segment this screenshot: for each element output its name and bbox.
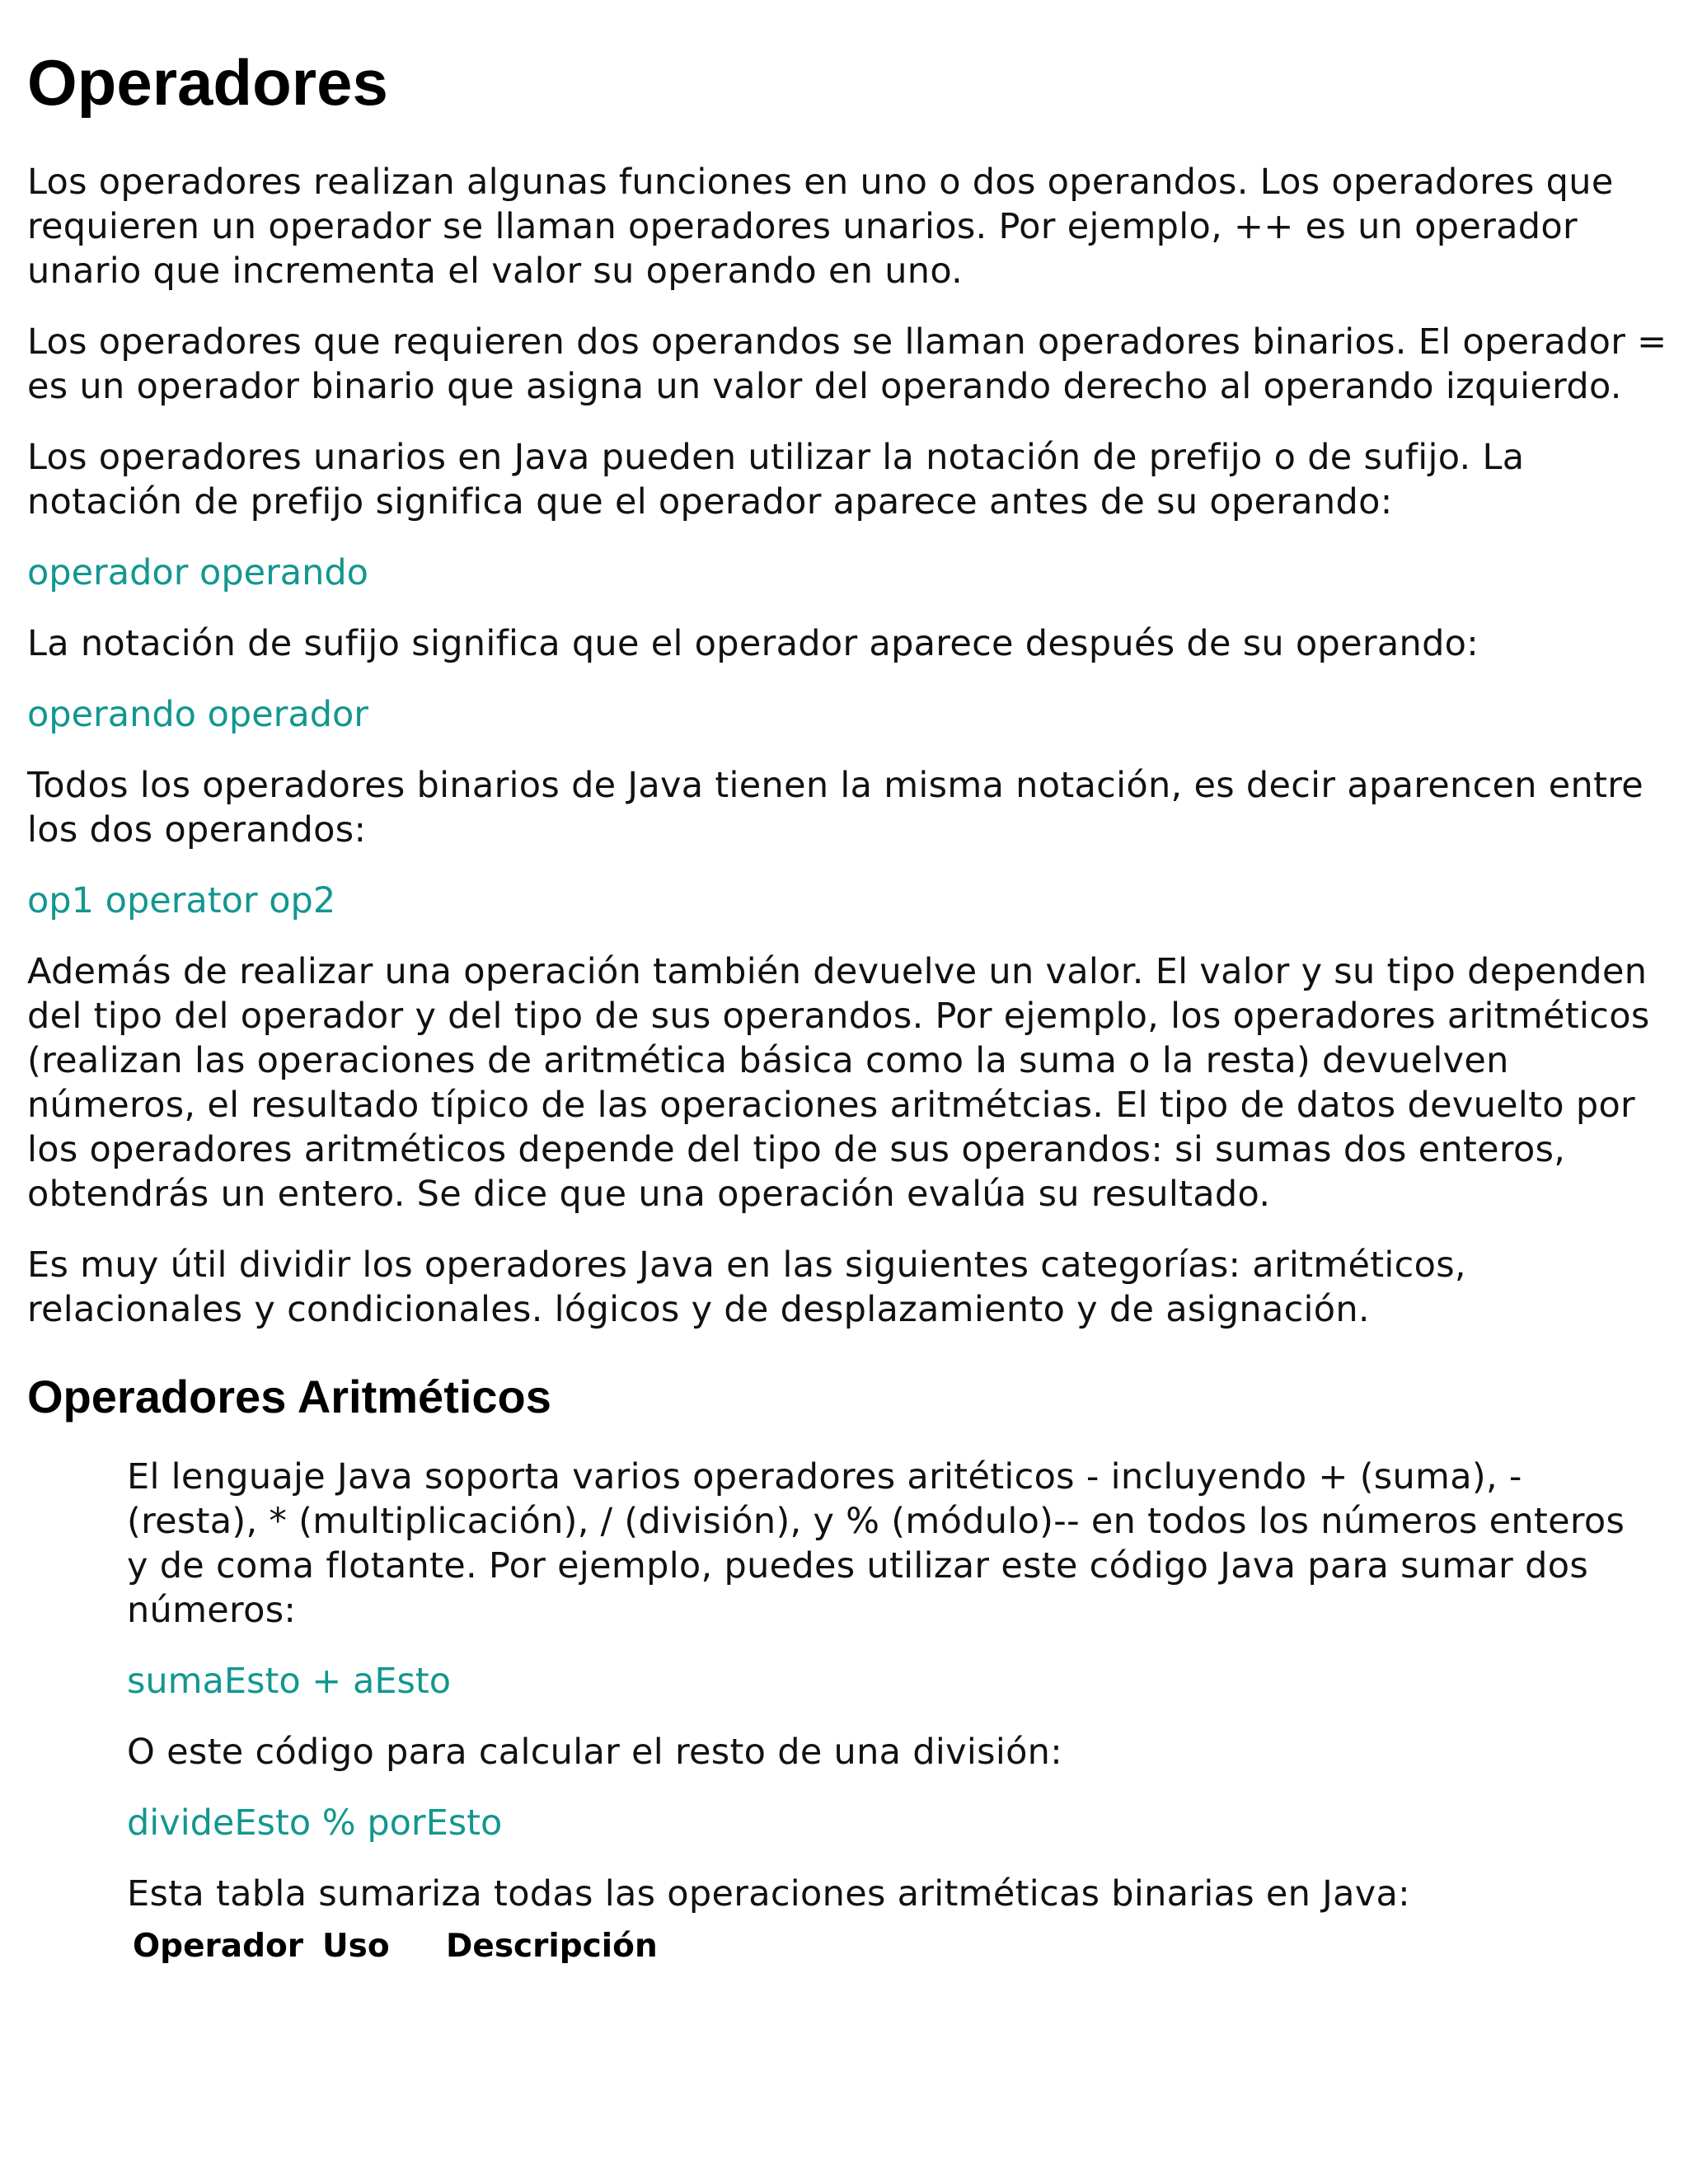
intro-paragraph-2: Los operadores que requieren dos operandos se llaman operadores binarios. El operador = es un operador binario que asigna un valor del operando derecho al operando izquierdo. bbox=[27, 321, 1667, 407]
intro-paragraph-6: Además de realizar una operación también devuelve un valor. El valor y su tipo dependen del tipo del operador y del tipo de sus operandos. Por ejemplo, los operadores aritméticos (realizan las operaciones de aritmética básica como la suma o la resta) devuelven números, el resultado típico de las operaciones aritmétcias. El tipo de datos devuelto por los operadores aritméticos depende del tipo de sus operandos: si sumas dos enteros, obtendrás un entero. Se dice que una operación evalúa su resultado. bbox=[27, 950, 1650, 1215]
intro-paragraph-3: Los operadores unarios en Java pueden utilizar la notación de prefijo o de sufijo. La notación de prefijo significa que el operador aparece antes de su operando: bbox=[27, 436, 1525, 523]
intro-paragraph-4: La notación de sufijo significa que el operador aparece después de su operando: bbox=[27, 622, 1479, 664]
intro-paragraph-7: Es muy útil dividir los operadores Java en las siguientes categorías: aritméticos, relacionales y condicionales. lógicos y de desplazamiento y de asignación. bbox=[27, 1244, 1466, 1330]
page-title: Operadores bbox=[27, 46, 388, 119]
table-header-operador: Operador bbox=[133, 1928, 304, 1966]
code-example-sum: sumaEsto + aEsto bbox=[127, 1661, 452, 1703]
code-example-suffix: operando operador bbox=[27, 693, 368, 735]
code-example-prefix: operador operando bbox=[27, 551, 368, 593]
code-example-modulo: divideEsto % porEsto bbox=[127, 1802, 503, 1844]
arithmetic-paragraph-2: O este código para calcular el resto de una división: bbox=[127, 1732, 1063, 1774]
arithmetic-paragraph-3: Esta tabla sumariza todas las operaciones aritméticas binarias en Java: bbox=[127, 1873, 1410, 1915]
arithmetic-paragraph-1: El lenguaje Java soporta varios operadores aritéticos - incluyendo + (suma), - (resta), * (multiplicación), / (división), y % (módulo)-- en todos los números enteros y de coma flotante. Por ejemplo, puedes utilizar este código Java para sumar dos números: bbox=[127, 1456, 1625, 1632]
section-heading-arithmetic: Operadores Aritméticos bbox=[27, 1370, 551, 1422]
table-header-uso: Uso bbox=[322, 1928, 390, 1966]
code-example-binary: op1 operator op2 bbox=[27, 879, 336, 921]
operators-table-header bbox=[133, 1928, 1668, 1965]
intro-paragraph-5: Todos los operadores binarios de Java tienen la misma notación, es decir aparencen entre los dos operandos: bbox=[27, 764, 1644, 851]
arithmetic-section-body bbox=[127, 1455, 1635, 1916]
intro-paragraph-1: Los operadores realizan algunas funciones en uno o dos operandos. Los operadores que requieren un operador se llaman operadores unarios. Por ejemplo, ++ es un operador unario que incrementa el valor su operando en uno. bbox=[27, 161, 1614, 292]
table-header-descripcion: Descripción bbox=[446, 1928, 658, 1966]
